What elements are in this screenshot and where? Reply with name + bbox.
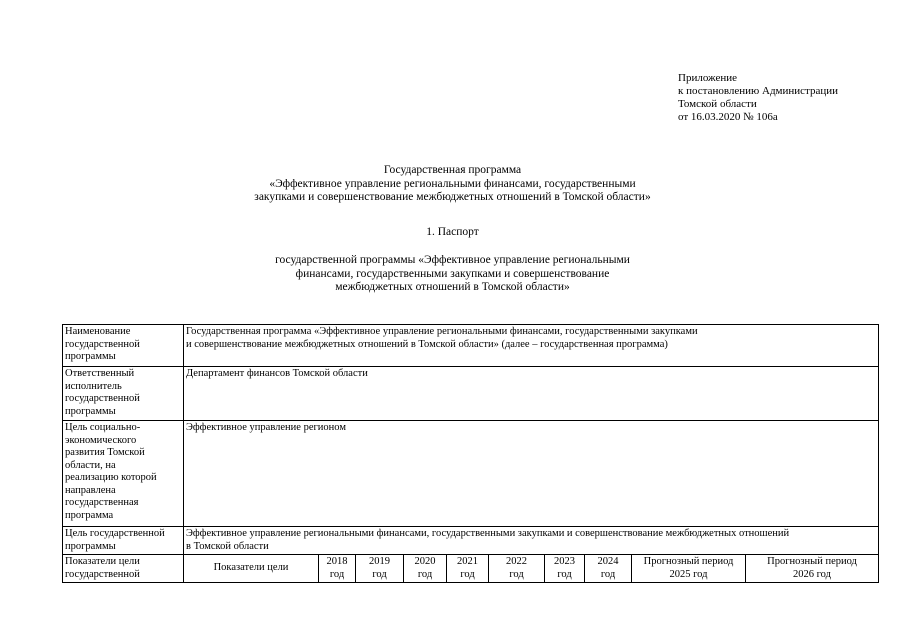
appendix-line: к постановлению Администрации (678, 85, 839, 97)
year-number: 2024 (597, 556, 619, 567)
forecast-cell (632, 555, 746, 583)
row-label (63, 527, 184, 555)
table-row (63, 421, 879, 527)
row-value (184, 367, 879, 421)
value-line: Эффективное управление регионом (186, 422, 346, 433)
table-row (63, 367, 879, 421)
label-line: экономического (65, 434, 137, 446)
year-unit: год (372, 568, 387, 580)
label-line: программы (65, 540, 116, 552)
year-unit: год (600, 568, 616, 580)
label-line: программа (65, 509, 114, 521)
row-label (63, 421, 184, 527)
year-number: 2023 (554, 556, 575, 567)
year-cell (319, 555, 356, 583)
year-cell (585, 555, 632, 583)
passport-heading: 1. Паспорт (426, 226, 479, 238)
label-line: государственная (65, 497, 139, 508)
label-line: Наименование (65, 326, 131, 337)
label-line: государственной (65, 568, 140, 580)
year-unit: год (329, 568, 345, 580)
year-number: 2020 (414, 556, 436, 567)
forecast-year: 2026 год (793, 568, 831, 580)
year-unit: год (417, 568, 433, 580)
row-value (184, 527, 879, 555)
year-unit: год (460, 568, 475, 580)
passport-subtitle (0, 254, 905, 295)
title-line: закупками и совершенствование межбюджетных отношений в Томской области» (254, 191, 651, 203)
title-line: Государственная программа (383, 164, 522, 176)
label-line: Ответственный (65, 368, 135, 379)
year-number: 2019 (369, 556, 390, 567)
forecast-cell (746, 555, 879, 583)
subtitle-line: финансами, государственными закупками и совершенствование (295, 267, 610, 280)
program-title (0, 164, 905, 205)
label-line: программы (65, 351, 116, 362)
row-label (63, 367, 184, 421)
row-label (63, 325, 184, 367)
table-row (63, 527, 879, 555)
row-value (184, 325, 879, 367)
forecast-year: 2025 год (669, 568, 708, 580)
forecast-label: Прогнозный период (767, 556, 857, 567)
forecast-label: Прогнозный период (643, 556, 734, 567)
value-line: в Томской области (186, 540, 269, 552)
label-line: области, на (65, 459, 116, 471)
indicators-header-row (63, 555, 879, 583)
label-line: направлена (65, 484, 116, 496)
year-cell (404, 555, 447, 583)
year-cell (356, 555, 404, 583)
label-line: Показатели цели (65, 556, 140, 567)
label-line: государственной (65, 338, 140, 350)
year-number: 2018 (326, 556, 348, 567)
label-line: государственной (65, 393, 140, 404)
subtitle-line: государственной программы «Эффективное управление региональными (275, 254, 630, 266)
value-line: Департамент финансов Томской области (186, 368, 368, 379)
title-line: «Эффективное управление региональными финансами, государственными (269, 177, 636, 190)
appendix-block (678, 72, 898, 124)
label-line: программы (65, 405, 116, 417)
row-label (63, 555, 184, 583)
year-cell (489, 555, 545, 583)
passport-table (62, 324, 879, 583)
year-unit: год (509, 568, 524, 580)
year-cell (447, 555, 489, 583)
label-line: реализацию которой (65, 472, 157, 483)
subtitle-line: межбюджетных отношений в Томской области» (335, 281, 570, 293)
indicators-header: Показатели цели (184, 555, 319, 583)
appendix-line: Приложение (678, 72, 738, 84)
value-line: Эффективное управление региональными финансами, государственными закупками и совершенствование межбюджетных отношений (186, 528, 790, 539)
appendix-date: от 16.03.2020 № 106а (678, 111, 778, 123)
appendix-line: Томской области (678, 98, 757, 110)
label-line: исполнитель (65, 380, 122, 392)
value-line: Государственная программа «Эффективное управление региональными финансами, государственными закупками (186, 326, 698, 337)
year-number: 2022 (506, 556, 527, 567)
row-value (184, 421, 879, 527)
label-line: Цель государственной (65, 528, 165, 539)
year-cell (545, 555, 585, 583)
year-unit: год (557, 568, 572, 580)
year-number: 2021 (457, 556, 478, 567)
value-line: и совершенствование межбюджетных отношений в Томской области» (далее – государственная программа) (186, 338, 668, 350)
label-line: развития Томской (65, 447, 145, 458)
table-row (63, 325, 879, 367)
label-line: Цель социально- (65, 422, 141, 433)
